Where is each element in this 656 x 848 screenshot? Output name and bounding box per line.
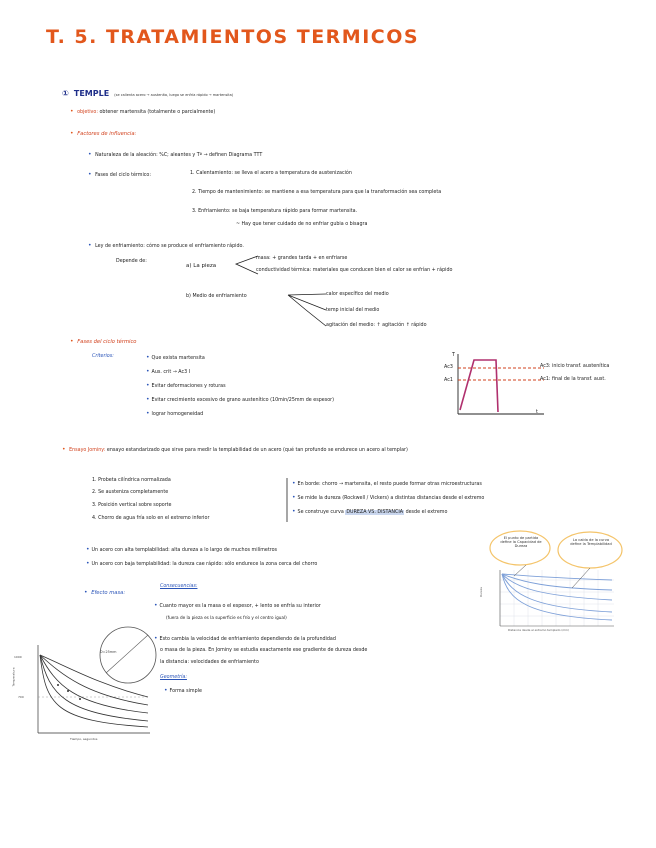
y-tick: 1000 — [14, 655, 22, 659]
thermal-cycle-graph — [440, 350, 550, 422]
criterio-item: • Aus. crit → Ac3 I — [146, 368, 191, 375]
fase-1: 1. Calentamiento: se lleva el acero a temperatura de austenización — [190, 171, 352, 176]
cooling-graph-ylabel: Temperatura — [11, 667, 16, 687]
y-tick: 700 — [18, 695, 24, 699]
naturaleza-line — [88, 151, 262, 158]
fases-label: Fases del ciclo térmico: — [95, 173, 151, 178]
jominy-result: • Se mide la dureza (Rockwell / Vickers) a distintas distancias desde el extremo — [292, 494, 485, 501]
pieza-label: a) La pieza — [186, 263, 217, 269]
jominy-step: 3. Posición vertical sobre soporte — [92, 503, 172, 508]
criterio-item: • Evitar crecimiento excesivo de grano austenítico (10min/25mm de espesor) — [146, 396, 334, 403]
bracket-line-icon — [282, 476, 292, 524]
jominy-result: • En borde: chorro → martensita, el resto puede formar otras microestructuras — [292, 480, 482, 487]
bullet-icon: • — [88, 171, 92, 178]
graph-x-label: t — [536, 410, 538, 415]
bullet-icon: • — [70, 338, 74, 345]
medio-3: agitación del medio: ↑ agitación ↑ rápido — [326, 323, 427, 328]
criterios-label: Criterios: — [92, 354, 114, 359]
criterio-item: • Que exista martensita — [146, 354, 205, 361]
ley-line — [88, 242, 244, 249]
ciclo-heading: Fases del ciclo térmico — [77, 339, 137, 345]
graph-y-label: T — [452, 353, 455, 358]
ciclo-heading-line — [70, 338, 136, 345]
jominy-step: 4. Chorro de agua fría solo en el extremo inferior — [92, 516, 210, 521]
bullet-icon: • — [84, 589, 88, 596]
medio-label: b) Medio de enfriamiento — [186, 294, 247, 299]
geometria-label: Geometría: — [160, 675, 187, 680]
ac3-legend: Ac3: inicio transf. austenítica — [540, 364, 610, 369]
highlighted-text: DUREZA VS. DISTANCIA — [346, 510, 404, 515]
cooling-graph-xlabel: Tiempo, segundos — [70, 737, 98, 741]
depende-label: Depende de: — [116, 259, 147, 264]
masa-heading-line — [84, 589, 125, 596]
fase-3: 3. Enfriamiento: se baja temperatura rápido para formar martensita. — [192, 209, 358, 214]
circle-label: D=25mm — [100, 650, 117, 654]
fase-2: 2. Tiempo de mantenimiento: se mantiene a esa temperatura para que la transformación sea completa — [192, 190, 442, 195]
masa-c2c: la distancia: velocidades de enfriamiento — [160, 660, 259, 665]
jominy-step: 1. Probeta cilíndrica normalizada — [92, 478, 171, 483]
ac1-label: Ac1 — [444, 378, 453, 383]
cooling-curves-figure — [10, 615, 160, 750]
bullet-icon: • — [88, 242, 92, 249]
jominy-step: 2. Se austeniza completamente — [92, 490, 169, 495]
factores-heading — [70, 130, 136, 137]
medio-2: temp inicial del medio — [326, 308, 380, 313]
masa-heading: Efecto masa: — [91, 590, 126, 596]
baja-templabilidad: • Un acero con baja templabilidad: la dureza cae rápido: sólo endurece la zona cerca del chorro — [86, 560, 318, 567]
pieza-conductividad: conductividad térmica: materiales que conducen bien el calor se enfrían + rápido — [256, 268, 453, 273]
page-title: T. 5. TRATAMIENTOS TERMICOS — [46, 26, 420, 48]
alta-templabilidad: • Un acero con alta templabilidad: alta dureza a lo largo de muchos milímetros — [86, 546, 278, 553]
bubble-right-text: La caída de la curva define la Templabilidad — [570, 538, 612, 546]
fases-label-line — [88, 171, 151, 178]
jominy-graph-xlabel: Distancia desde el extremo templado (mm) — [508, 628, 569, 632]
bubble-left-text: El punto de partida define la Capacidad de Dureza — [500, 536, 542, 548]
criterio-item: • Evitar deformaciones y roturas — [146, 382, 226, 389]
bullet-icon: • — [62, 446, 66, 453]
naturaleza-text: Naturaleza de la aleación: %C; aleantes y Tª → definen Diagrama TTT — [95, 153, 263, 158]
jominy-result: • Se construye curva DUREZA VS. DISTANCIA desde el extremo — [292, 508, 448, 515]
jominy-heading: Ensayo Jominy: — [69, 448, 106, 453]
masa-c2b: o masa de la pieza. En Jominy se estudia exactamente ese gradiente de dureza desde — [160, 648, 368, 653]
section-number: ① — [62, 89, 69, 98]
objetivo-line — [70, 108, 215, 115]
branch-arrows-icon — [286, 290, 328, 332]
objetivo-text: obtener martensita (totalmente o parcialmente) — [99, 110, 216, 115]
factores-label: Factores de influencia: — [77, 131, 137, 137]
consecuencias-label: Consecuencias: — [160, 584, 198, 589]
criterio-item: • lograr homogeneidad — [146, 410, 204, 417]
jominy-graph-ylabel: Dureza — [478, 587, 483, 597]
ley-label: Ley de enfriamiento: cómo se produce el enfriamiento rápido. — [95, 244, 244, 249]
jominy-line — [62, 446, 408, 453]
objetivo-label: objetivo: — [77, 110, 98, 115]
medio-1: calor específico del medio — [326, 292, 389, 297]
masa-c1: • Cuanto mayor es la masa o el espesor, + lento se enfría su interior — [154, 602, 321, 609]
ac3-label: Ac3 — [444, 365, 453, 370]
fase-3-note: ~ Hay que tener cuidado de no enfriar gubia o bisagra — [236, 222, 368, 227]
ac1-legend: Ac1: final de la transf. aust. — [540, 377, 606, 382]
section-temple-heading — [62, 81, 233, 100]
bullet-icon: • — [88, 151, 92, 158]
temple-heading: TEMPLE — [73, 89, 110, 98]
jominy-desc: ensayo estandarizado que sirve para medir la templabilidad de un acero (qué tan profundo se endurece un acero al templar) — [106, 448, 408, 453]
masa-c1-note: (fuera de la pieza es la superficie es frío y el centro igual) — [166, 615, 287, 620]
pieza-masa: masa: + grandes tarda + en enfriarse — [256, 256, 348, 261]
bullet-icon: • — [70, 130, 74, 137]
bullet-icon: • — [70, 108, 74, 115]
geometria-item: • Forma simple — [164, 687, 202, 694]
masa-c2: • Esto cambia la velocidad de enfriamiento dependiendo de la profundidad — [154, 635, 336, 642]
temple-subtitle: (se calienta acero → austenita, luego se enfría rápido → martensita) — [114, 93, 234, 97]
